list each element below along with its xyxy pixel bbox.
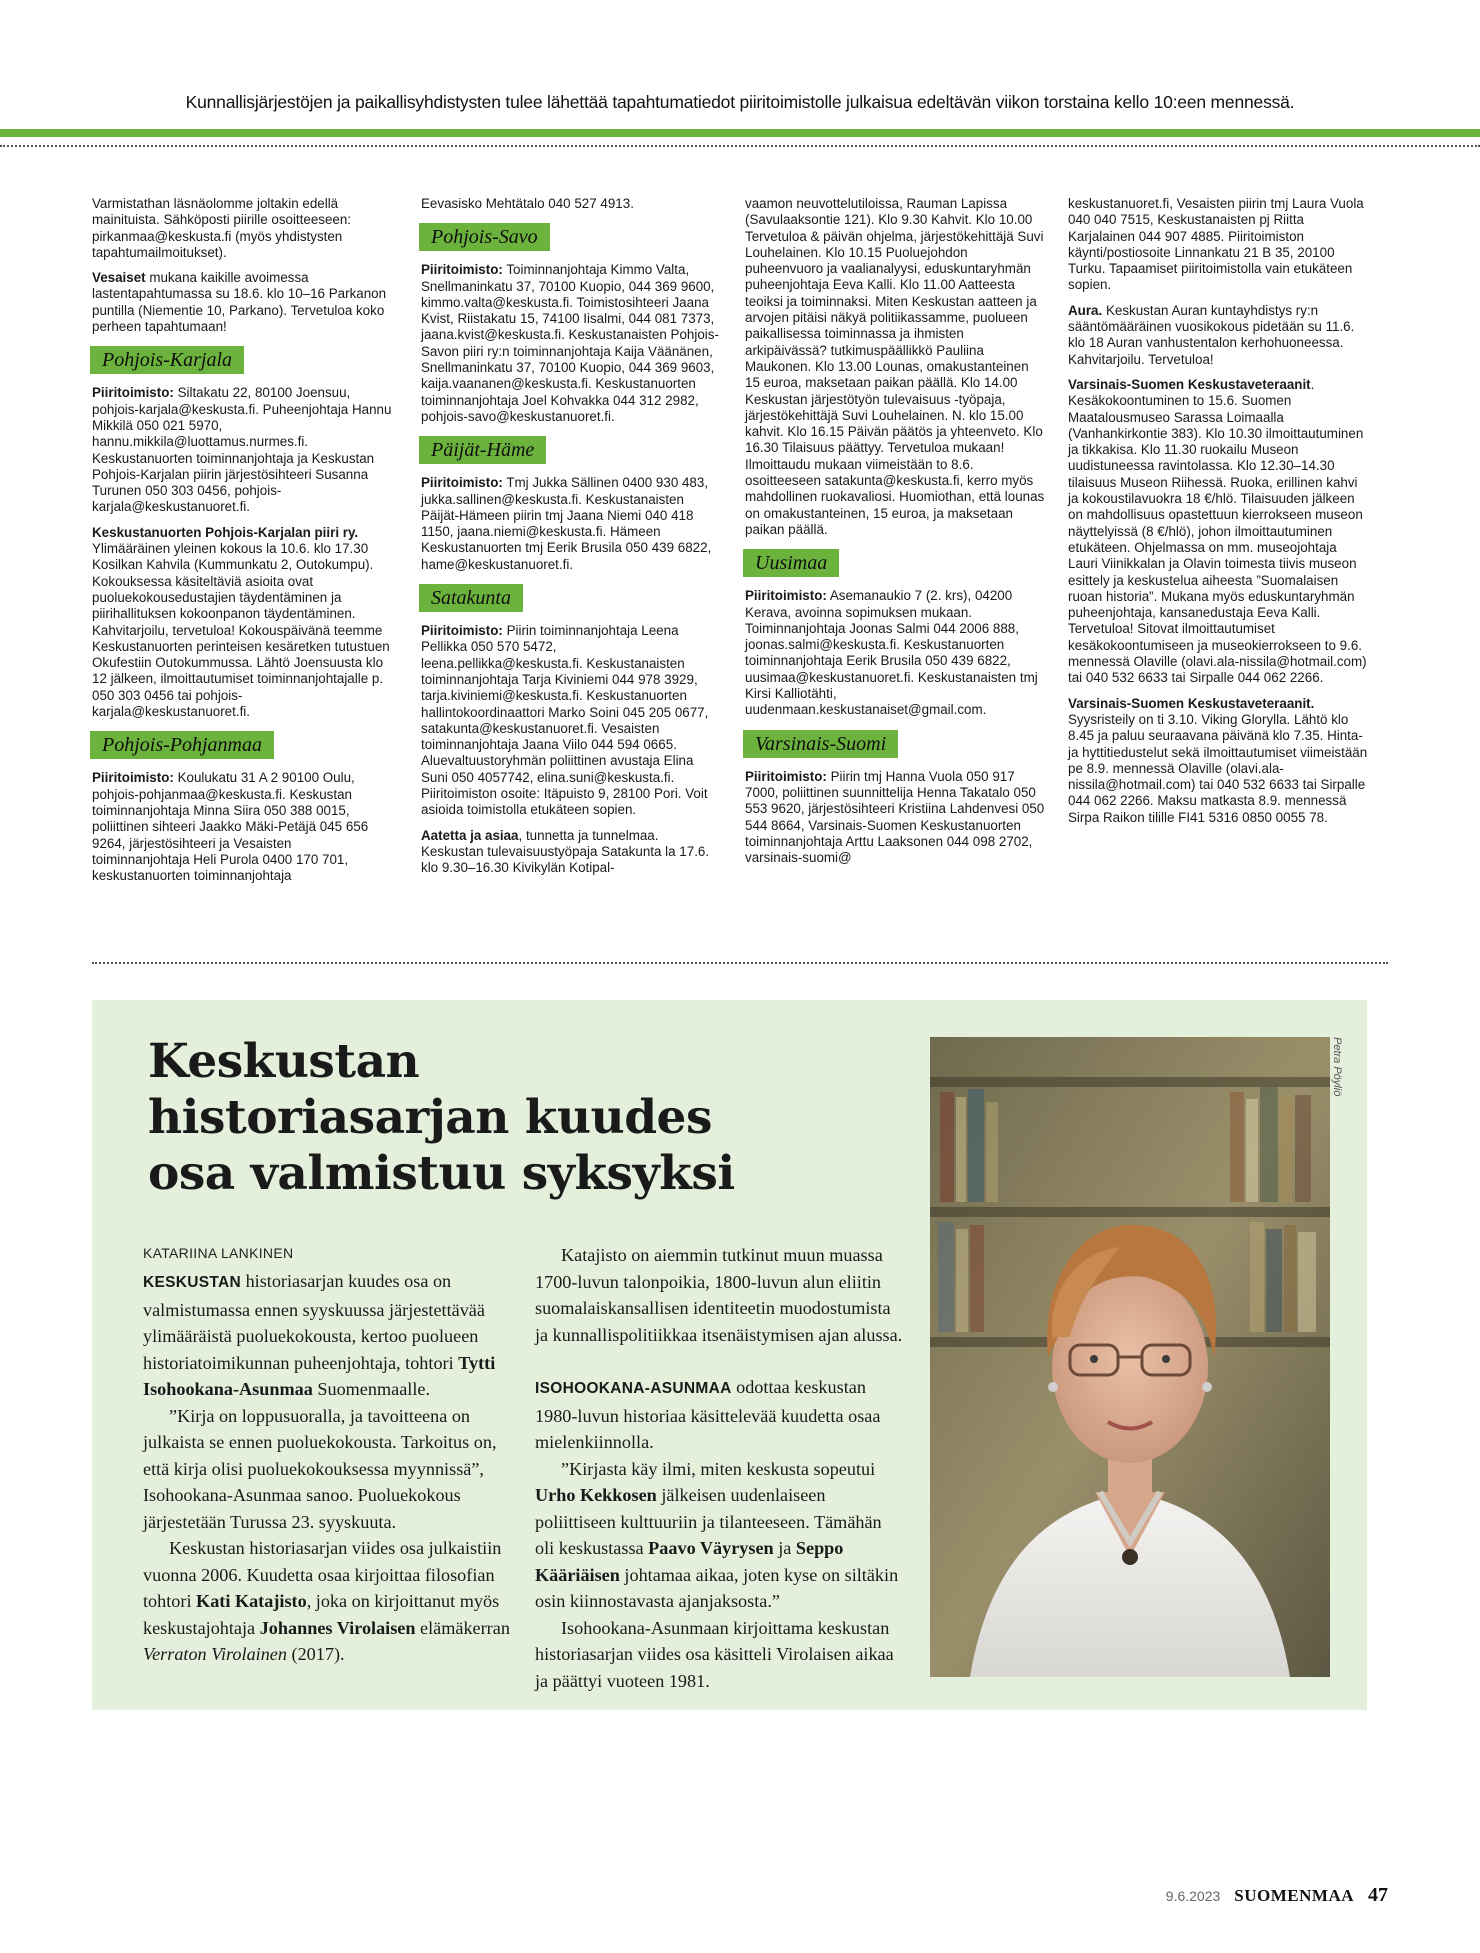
listing-paragraph: Piiritoimisto: Piirin tmj Hanna Vuola 050 917 7000, poliittinen suunnittelija Henna Takatalo 050 553 9620, järjestösihteeri Kristiina Lahdenvesi 050 544 8664, Varsinais-Suomen Keskustanuorten toiminnanjohtaja Arttu Laaksonen 044 098 2702, varsinais-suomi@ [745, 768, 1045, 866]
article-paragraph: ”Kirja on loppusuoralla, ja tavoitteena on julkaista se ennen puoluekokousta. Tarkoitus on, että kirja olisi puoluekokouksessa myynnissä”, Isohookana-Asunmaa sanoo. Puoluekokous järjestetään Turussa 23. syyskuuta. [143, 1405, 497, 1532]
listings-column-4 [1068, 196, 1368, 835]
issue-date: 9.6.2023 [1165, 1888, 1221, 1904]
section-heading-varsinais-suomi: Varsinais-Suomi [743, 730, 898, 758]
listings-column-2 [421, 196, 721, 886]
listing-paragraph: Piiritoimisto: Piirin toiminnanjohtaja Leena Pellikka 050 570 5472, leena.pellikka@keskusta.fi. Keskustanaisten toiminnanjohtaja Tarja Kiviniemi 044 978 3929, tarja.kiviniemi@keskusta.fi. Keskustanuorten hallintokoordinaattori Marko Soini 045 205 0677, satakunta@keskustanuoret.fi. Vesaisten toiminnanjohtaja Jaana Viilo 044 594 0665. Aluevaltuustoryhmän poliittinen avustaja Elina Suni 050 4057742, elina.suni@keskusta.fi. Piiritoimiston osoite: Itäpuisto 9, 28100 Pori. Voit asioida toimistolla etukäteen sopien. [421, 623, 709, 818]
section-heading-paijat-hame: Päijät-Häme [419, 436, 546, 464]
section-heading-pohjois-karjala: Pohjois-Karjala [90, 346, 244, 374]
page-number: 47 [1368, 1884, 1388, 1906]
article-paragraph: ISOHOOKANA-ASUNMAA odottaa keskustan 1980-luvun historiaa käsittelevää kuudetta osaa mielenkiinnolla. [535, 1377, 881, 1452]
photo-credit: Petra Pöyliö [1331, 1037, 1343, 1097]
listing-paragraph: Aatetta ja asiaa, tunnetta ja tunnelmaa. Keskustan tulevaisuustyöpaja Satakunta la 17.6. klo 9.30–16.30 Kivikylän Kotipal- [421, 827, 710, 876]
page-footer [1166, 1884, 1388, 1907]
section-heading-pohjois-savo: Pohjois-Savo [419, 223, 550, 251]
article-paragraph: KESKUSTAN historiasarjan kuudes osa on valmistumassa ennen syyskuussa järjestettävää ylimääräistä puoluekokousta, kertoo puolueen historiatoimikunnan puheenjohtaja, tohtori Tytti Isohookana-Asunmaa Suomenmaalle. [143, 1271, 496, 1399]
green-divider [0, 129, 1480, 137]
listing-paragraph: Vesaiset mukana kaikille avoimessa lastentapahtumassa su 18.6. klo 10–16 Parkanon puntilla (Niementie 10, Parkano). Tervetuloa koko perheen tapahtumaan! [92, 270, 387, 335]
listing-paragraph: Eevasisko Mehtätalo 040 527 4913. [421, 196, 634, 211]
section-heading-pohjois-pohjanmaa: Pohjois-Pohjanmaa [90, 731, 274, 759]
listings-column-1 [92, 196, 392, 893]
listings-column-3 [745, 196, 1045, 875]
listing-paragraph: Aura. Keskustan Auran kuntayhdistys ry:n sääntömääräinen vuosikokous pidetään su 11.6. klo 18 Auran vanhustentalon kerhohuoneessa. Kahvitarjoilu. Tervetuloa! [1068, 302, 1355, 367]
portrait-photo [930, 1037, 1330, 1677]
listing-paragraph: keskustanuoret.fi, Vesaisten piirin tmj Laura Vuola 040 040 7515, Keskustanaisten pj Riitta Karjalainen 044 907 4885. Piiritoimiston käynti/postiosoite Linnankatu 21 B 35, 20100 Turku. Tapaamiset piiritoimistolla vain etukäteen sopien. [1068, 196, 1364, 293]
listing-paragraph: vaamon neuvottelutiloissa, Rauman Lapissa (Savulaaksontie 121). Klo 9.30 Kahvit. Klo 10.00 Tervetuloa & päivän ohjelma, järjestökehittäjä Suvi Louhelainen. Klo 10.15 Puoluejohdon puheenvuoro ja vaalianalyysi, eduskuntaryhmän puheenjohtaja Eeva Kalli. Klo 11.00 Aatteesta teoiksi ja toiminnaksi. Miten Keskustan aatteen ja arvojen pitäisi näkyä politiikassamme, puolueen paikallisessa toiminnassa ja ihmisten arkipäivässä? tutkimuspäällikkö Pauliina Maukonen. Klo 13.00 Lounas, omakustanteinen 15 euroa, maksetaan paikan päällä. Klo 14.00 Keskustan järjestötyön tulevaisuus -työpaja, järjestökehittäjä Suvi Louhelainen. N. klo 15.00 kahvit. Klo 16.15 Päivän päätös ja yhteenveto. Klo 16.30 Tilaisuus päättyy. Tervetuloa mukaan! Ilmoittaudu mukaan viimeistään to 8.6. osoitteeseen satakunta@keskusta.fi, kerro myös mahdollinen ruokavaliosi. Huomiothan, että lounas on omakustanteinen, 15 euroa, ja maksetaan paikan päällä. [745, 196, 1045, 537]
article-byline: KATARIINA LANKINEN [143, 1245, 294, 1261]
article-paragraph: Keskustan historiasarjan viides osa julkaistiin vuonna 2006. Kuudetta osaa kirjoittaa filosofian tohtori Kati Katajisto, joka on kirjoittanut myös keskustajohtaja Johannes Virolaisen elämäkerran Verraton Virolainen (2017). [143, 1538, 510, 1664]
listing-paragraph: Piiritoimisto: Tmj Jukka Sällinen 0400 930 483, jukka.sallinen@keskusta.fi. Keskustanaisten Päijät-Hämeen piirin tmj Jaana Niemi 040 418 1150, jaana.niemi@keskusta.fi. Hämeen Keskustanuorten tmj Eerik Brusila 050 439 6822, hame@keskustanuoret.fi. [421, 475, 712, 572]
article-paragraph: Isohookana-Asunmaan kirjoittama keskustan historiasarjan viides osa käsitteli Virolaisen aikaa ja päättyi vuoteen 1981. [535, 1617, 894, 1691]
listing-paragraph: Piiritoimisto: Siltakatu 22, 80100 Joensuu, pohjois-karjala@keskusta.fi. Puheenjohtaja Hannu Mikkilä 050 021 5970, hannu.mikkila@luottamus.nurmes.fi. Keskustanuorten toiminnanjohtaja ja Keskustan Pohjois-Karjalan piirin järjestösihteeri Susanna Turunen 050 303 0456, pohjois-karjala@keskustanuoret.fi. [92, 385, 392, 515]
article-column-2 [535, 1242, 905, 1694]
portrait-illustration [930, 1037, 1330, 1677]
article-paragraph: ”Kirjasta käy ilmi, miten keskusta sopeutui Urho Kekkosen jälkeisen uudenlaiseen poliittiseen kulttuuriin ja tilanteeseen. Tämähän oli keskustassa Paavo Väyrysen ja Seppo Kääriäisen johtamaa aikaa, joten kyse on siltäkin osin kiinnostavasta ajanjaksosta.” [535, 1458, 899, 1611]
listing-paragraph: Varmistathan läsnäolomme joltakin edellä mainituista. Sähköposti piirille osoitteeseen: pirkanmaa@keskusta.fi (myös yhdistysten tapahtumailmoitukset). [92, 196, 352, 260]
section-heading-uusimaa: Uusimaa [743, 549, 839, 577]
listing-paragraph: Varsinais-Suomen Keskustaveteraanit. Kesäkokoontuminen to 15.6. Suomen Maatalousmuseo Sarassa Loimaalla (Vanhankirkontie 383). Klo 10.30 ilmoittautuminen ja tikkakisa. Klo 11.30 ruokailu Museon uudistuneessa ravintolassa. Klo 12.30–14.30 tilaisuus Museon Riihessä. Ruoka, erillinen kahvi ja kokoustilavuokra 18 €/hlö. Tilaisuuden jälkeen on mahdollisuus opastettuun kierrokseen museon näyttelyissä (8 €/hlö), johon ilmoittautuminen etukäteen. Ohjelmassa on mm. museojohtaja Lauri Viinikkalan ja Olavin toimesta tiivis museon esittely ja keskustelua aiheesta ”Suomalaisen ruoan historia”. Mukana myös eduskuntaryhmän puheenjohtaja, kansanedustaja Eeva Kalli. Tervetuloa! Sitovat ilmoittautumiset kesäkokoontumiseen ja museokierrokseen to 9.6. mennessä Olaville (olavi.ala-nissila@hotmail.com) tai 040 532 6633 tai Sirpalle 044 062 2266. [1068, 376, 1367, 686]
dotted-divider-top [0, 145, 1480, 147]
publication-name: SUOMENMAA [1234, 1886, 1354, 1905]
article-paragraph: Katajisto on aiemmin tutkinut muun muassa 1700-luvun talonpoikia, 1800-luvun alun eliitin suomalaiskansallisen identiteetin muodostumista ja kunnallispolitiikkaa itsenäistymisen ajan alussa. [535, 1245, 903, 1345]
listing-paragraph: Piiritoimisto: Koulukatu 31 A 2 90100 Oulu, pohjois-pohjanmaa@keskusta.fi. Keskustan toiminnanjohtaja Minna Siira 050 388 0015, poliittinen sihteeri Jaakko Mäki-Petäjä 045 656 9264, järjestösihteeri ja Vesaisten toiminnanjohtaja Heli Purola 0400 170 701, keskustanuorten toiminnanjohtaja [92, 770, 369, 884]
listing-paragraph: Varsinais-Suomen Keskustaveteraanit. Syysristeily on ti 3.10. Viking Glorylla. Lähtö klo 8.45 ja paluu seuraavana päivänä klo 7.35. Hinta- ja hyttitiedustelut sekä ilmoittautumiset viimeistään pe 8.9. mennessä Olaville (olavi.ala-nissila@hotmail.com) tai 040 532 6633 tai Sirpalle 044 062 2266. Maksu matkasta 8.9. mennessä Sirpa Raikon tilille FI41 5316 0850 0055 78. [1068, 695, 1368, 825]
submission-notice: Kunnallisjärjestöjen ja paikallisyhdistysten tulee lähettää tapahtumatiedot piiritoimistolle julkaisua edeltävän viikon torstaina kello 10:een mennessä. [185, 92, 1295, 112]
article-headline: Keskustan historiasarjan kuudes osa valmistuu syksyksi [148, 1034, 735, 1201]
section-heading-satakunta: Satakunta [419, 584, 523, 612]
dotted-divider-middle [92, 962, 1388, 964]
listing-paragraph: Piiritoimisto: Asemanaukio 7 (2. krs), 04200 Kerava, avoinna sopimuksen mukaan. Toiminnanjohtaja Joonas Salmi 044 2006 888, joonas.salmi@keskusta.fi. Keskustanuorten toiminnanjohtaja Eerik Brusila 050 439 6822, uusimaa@keskustanuoret.fi. Keskustanaisten tmj Kirsi Kalliotähti, uudenmaan.keskustanaiset@gmail.com. [745, 588, 1038, 718]
article-column-1 [143, 1268, 513, 1668]
listing-paragraph: Keskustanuorten Pohjois-Karjalan piiri ry. Ylimääräinen yleinen kokous la 10.6. klo 17.30 Kosilkan Kahvila (Kummunkatu 2, Outokumpu). Kokouksessa käsiteltäviä asioita ovat puoluekokousedustajien täydentäminen ja piirihallituksen kokoonpanon täydentäminen. Kahvitarjoilu, tervetuloa! Kokouspäivänä teemme Keskustanuorten perinteisen kesäretken tutustuen Okufestiin Outokummussa. Lähtö Joensuusta klo 12 jälkeen, ilmoittautumiset toiminnanjohtajalle p. 050 303 0456 tai pohjois-karjala@keskustanuoret.fi. [92, 524, 390, 720]
listing-paragraph: Piiritoimisto: Toiminnanjohtaja Kimmo Valta, Snellmaninkatu 37, 70100 Kuopio, 044 369 9600, kimmo.valta@keskusta.fi. Toimistosihteeri Jaana Kvist, Riistakatu 15, 74100 Iisalmi, 044 081 7373, jaana.kvist@keskusta.fi. Keskustanaisten Pohjois-Savon piiri ry:n toiminnanjohtaja Kaija Väänänen, Snellmaninkatu 37, 70100 Kuopio, 044 369 9603, kaija.vaananen@keskusta.fi. Keskustanuorten toiminnanjohtaja Joel Kohvakka 044 312 2982, pohjois-savo@keskustanuoret.fi. [421, 262, 719, 424]
